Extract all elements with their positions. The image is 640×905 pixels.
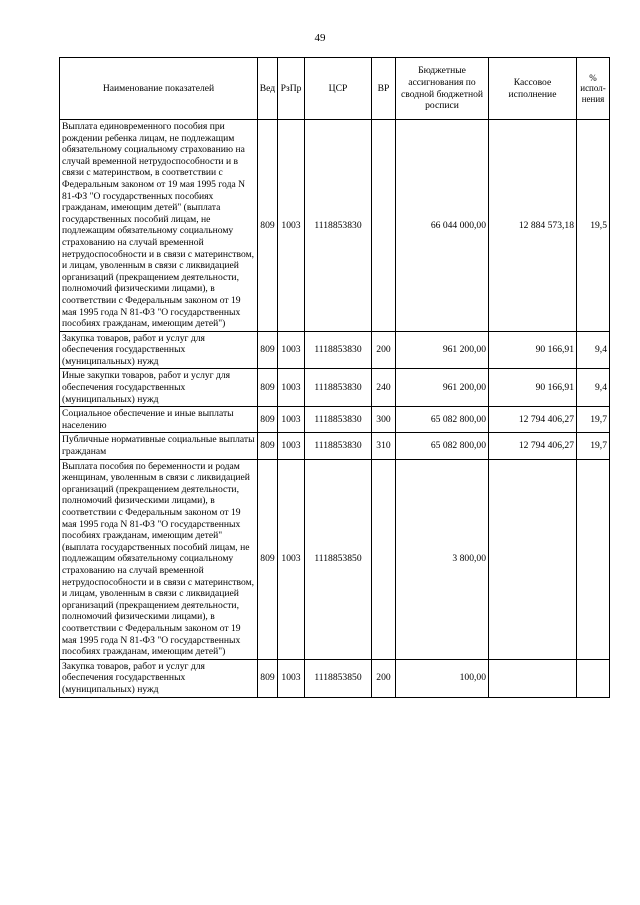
table-row	[60, 659, 610, 697]
cell-csr: 1118853830	[305, 407, 372, 433]
cell-assignments: 100,00	[396, 659, 489, 697]
cell-csr: 1118853850	[305, 659, 372, 697]
cell-rzpr: 1003	[278, 369, 305, 407]
cell-name: Социальное обеспечение и иные выплаты населению	[60, 407, 258, 433]
cell-csr: 1118853830	[305, 433, 372, 459]
header-assignments: Бюджетные ассигнования по сводной бюджетной росписи	[396, 58, 489, 120]
cell-vr: 240	[372, 369, 396, 407]
table-row	[60, 120, 610, 332]
cell-assignments: 961 200,00	[396, 331, 489, 369]
cell-percent: 9,4	[577, 369, 610, 407]
cell-assignments: 3 800,00	[396, 459, 489, 659]
cell-rzpr: 1003	[278, 459, 305, 659]
header-csr: ЦСР	[305, 58, 372, 120]
cell-csr: 1118853830	[305, 331, 372, 369]
table-header-row	[60, 58, 610, 120]
header-vr: ВР	[372, 58, 396, 120]
cell-rzpr: 1003	[278, 433, 305, 459]
cell-name: Выплата пособия по беременности и родам женщинам, уволенным в связи с ликвидацией организаций (прекращением деятельности, полномочий физическими лицами), в соответствии с Федеральным законом от 19 мая 1995 года N 81-ФЗ "О государственных пособиях гражданам, имеющим детей" (выплата государственных пособий лицам, не подлежащим обязательному социальному страхованию на случай временной нетрудоспособности и в связи с материнством, и лицам, уволенным в связи с ликвидацией организаций (прекращением деятельности, полномочий физическими лицами), в соответствии с Федеральным законом от 19 мая 1995 года N 81-ФЗ "О государственных пособиях гражданам, имеющим детей")	[60, 459, 258, 659]
cell-vr: 200	[372, 659, 396, 697]
header-ved: Вед	[258, 58, 278, 120]
cell-ved: 809	[258, 369, 278, 407]
cell-cash-execution: 12 884 573,18	[489, 120, 577, 332]
cell-percent	[577, 459, 610, 659]
header-rzpr: РзПр	[278, 58, 305, 120]
cell-cash-execution	[489, 659, 577, 697]
cell-percent: 19,7	[577, 433, 610, 459]
cell-rzpr: 1003	[278, 659, 305, 697]
cell-cash-execution: 90 166,91	[489, 369, 577, 407]
cell-vr	[372, 120, 396, 332]
cell-rzpr: 1003	[278, 120, 305, 332]
cell-cash-execution	[489, 459, 577, 659]
cell-assignments: 65 082 800,00	[396, 407, 489, 433]
header-percent: % испол-нения	[577, 58, 610, 120]
header-cash-execution: Кассовое исполнение	[489, 58, 577, 120]
cell-rzpr: 1003	[278, 331, 305, 369]
cell-ved: 809	[258, 459, 278, 659]
cell-percent: 19,7	[577, 407, 610, 433]
budget-execution-table	[59, 57, 610, 698]
cell-vr: 300	[372, 407, 396, 433]
cell-rzpr: 1003	[278, 407, 305, 433]
table-row	[60, 433, 610, 459]
table-row	[60, 459, 610, 659]
cell-ved: 809	[258, 120, 278, 332]
cell-ved: 809	[258, 331, 278, 369]
cell-percent: 9,4	[577, 331, 610, 369]
cell-assignments: 65 082 800,00	[396, 433, 489, 459]
table-row	[60, 331, 610, 369]
cell-ved: 809	[258, 659, 278, 697]
cell-csr: 1118853830	[305, 120, 372, 332]
cell-vr	[372, 459, 396, 659]
table-row	[60, 369, 610, 407]
cell-assignments: 961 200,00	[396, 369, 489, 407]
cell-ved: 809	[258, 433, 278, 459]
cell-name: Иные закупки товаров, работ и услуг для обеспечения государственных (муниципальных) нужд	[60, 369, 258, 407]
cell-vr: 200	[372, 331, 396, 369]
cell-name: Закупка товаров, работ и услуг для обеспечения государственных (муниципальных) нужд	[60, 331, 258, 369]
cell-name: Публичные нормативные социальные выплаты гражданам	[60, 433, 258, 459]
cell-name: Выплата единовременного пособия при рождении ребенка лицам, не подлежащим обязательному социальному страхованию на случай временной нетрудоспособности и в связи с материнством, в соответствии с Федеральным законом от 19 мая 1995 года N 81-ФЗ "О государственных пособиях гражданам, имеющим детей" (выплата государственных пособий лицам, не подлежащим обязательному социальному страхованию на случай временной нетрудоспособности и в связи с материнством, и лицам, уволенным в связи с ликвидацией организаций (прекращением деятельности, полномочий физическими лицами), в соответствии с Федеральным законом от 19 мая 1995 года N 81-ФЗ "О государственных пособиях гражданам, имеющим детей")	[60, 120, 258, 332]
cell-vr: 310	[372, 433, 396, 459]
cell-percent	[577, 659, 610, 697]
page-number: 49	[314, 32, 326, 44]
header-name: Наименование показателей	[60, 58, 258, 120]
cell-ved: 809	[258, 407, 278, 433]
cell-csr: 1118853850	[305, 459, 372, 659]
cell-assignments: 66 044 000,00	[396, 120, 489, 332]
cell-cash-execution: 90 166,91	[489, 331, 577, 369]
table-row	[60, 407, 610, 433]
cell-csr: 1118853830	[305, 369, 372, 407]
cell-name: Закупка товаров, работ и услуг для обеспечения государственных (муниципальных) нужд	[60, 659, 258, 697]
cell-cash-execution: 12 794 406,27	[489, 433, 577, 459]
cell-cash-execution: 12 794 406,27	[489, 407, 577, 433]
cell-percent: 19,5	[577, 120, 610, 332]
